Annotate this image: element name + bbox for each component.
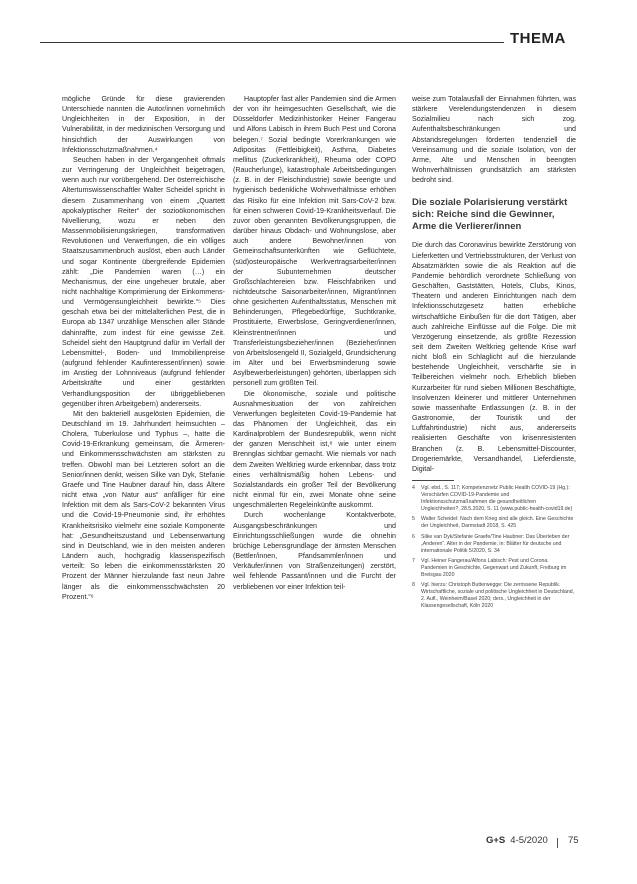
- footnote: [412, 582, 576, 610]
- paragraph: Durch wochenlange Kontaktverbote, Ausgangsbeschränkungen und Einrichtungsschließungen wurde die ohnehin brüchige Lebensgrundlage der ärmsten Menschen (Bettler/innen, Pfandsammler/innen und Verkäufer/innen von Straßenzeitungen) zerstört, weil fehlende Passant/innen und die Furcht der verbliebenen vor einer Infektion teil-: [233, 511, 396, 591]
- footnote-divider: [412, 480, 454, 481]
- footnote-text: Vgl. Heiner Fangerau/Alfons Labisch: Pest und Corona. Pandemien in Geschichte, Gegenwart und Zukunft, Freiburg im Breisgau 2020: [421, 557, 567, 579]
- footnote: [412, 558, 576, 579]
- subheading: Die soziale Polarisierung verstärkt sich: Reiche sind die Gewinner, Arme die Verlierer/innen: [412, 197, 568, 233]
- footnote-number: 4: [412, 485, 415, 491]
- journal-brand: G+S: [486, 835, 506, 846]
- paragraph: Seuchen haben in der Vergangenheit oftmals zur Verringerung der Ungleichheit beigetragen, wenn auch nur vorübergehend. Der österreichische Altertumswissenschaftler Walter Scheidel spricht in diesem Zusammenhang von einem „Quartett apokalyptischer Reiter“ der sozioökonomischen Nivellierung, wozu er neben den Massenmobilisierungskriegen, transformativen Revolutionen und Verwerfungen, die ein völliges Staatszusammenbruch auslöst, eben auch Länder und sogar Kontinente übergreifende Epidemien zählt: „Die Pandemien waren (…) ein Mechanismus, der eine ungeheuer brutale, aber nicht nachhaltige Komprimierung der Einkommens- und Vermögensungleichheit bewirkte.“⁵ Dies geschah etwa bei der mittelalterlichen Pest, die in Europa ab 1347 unzählige Menschen aller Stände dahinraffte, zum indest für eine gewisse Zeit. Scheidel sieht den Hauptgrund dafür im Verfall der Lebensmittel-, Boden- und Immobilienpreise (aufgrund fehlender Kaufinteressent/innen) sowie im Anstieg der Lohnniveaus (aufgrund fehlender Arbeitskräfte und einer gestärkten Verhandlungsposition der übriggebliebenen gegenüber ihren Arbeitgebern) andererseits.: [62, 155, 225, 408]
- footnote: [412, 534, 576, 555]
- column-1: [62, 94, 225, 602]
- footnotes: [412, 485, 576, 611]
- footnote-text: Walter Scheidel: Nach dem Krieg sind alle gleich. Eine Geschichte der Ungleichheit, Darmstadt 2018, S. 425: [421, 516, 574, 530]
- header-rule: [40, 42, 504, 43]
- footer-journal: [486, 835, 548, 846]
- paragraph: Mit den bakteriell ausgelösten Epidemien, die Deutschland im 19. Jahrhundert heimsuchten – Cholera, Tuberkulose und Typhus –, hatte die Covid-19-Erkrankung gemeinsam, die Ärmeren- und Einkommensschwächsten am stärksten zu treffen. Obwohl man bei Letzteren sofort an die Senior/innen denkt, weisen Silke van Dyk, Stefanie Graefe und Tine Haubner darauf hin, dass Ältere nicht etwa „von Natur aus“ anfälliger für eine Infektion mit dem als Sars-CoV-2 bekannten Virus und die Covid-19-Pneumonie sind, ihr erhöhtes Krankheitsrisiko vielmehr eine soziale Komponente hat: „Gesundheitszustand und Lebenserwartung sind in Deutschland, wie in den meisten anderen Ländern auch, hochgradig klassenspezifisch verteilt: So leben die einkommensstärksten 20 Prozent der Männer hierzulande fast neun Jahre länger als die einkommensschwächsten 20 Prozent.“⁶: [62, 409, 225, 601]
- paragraph: Hauptopfer fast aller Pandemien sind die Armen der von ihr heimgesuchten Gesellschaft, wie die Düsseldorfer Medizinhistoriker Heiner Fangerau und Alfons Labisch in ihrem Buch Pest und Corona belegen.⁷ Sozial bedingte Vorerkrankungen wie Adipositas (Fettleibigkeit), Asthma, Diabetes mellitus (Zuckerkrankheit), Rheuma oder COPD (Raucherlunge), katastrophale Arbeitsbedingungen (z. B. in der Fleischindustrie) sowie beengte und hygienisch bedenkliche Wohnverhältnisse erhöhen das Risiko für eine Infektion mit Sars-CoV-2 bzw. für einen schweren Covid-19-Krankheitsverlauf. Die zuvor oben genannten Bevölkerungsgruppen, die darüber hinaus Obdach- und Wohnungslose, aber auch andere Bewohner/innen von Gemeinschaftsunterkünften wie Geflüchtete, (süd)osteuropäische Werkvertragsarbeiter/innen der Subunternehmen deutscher Großschlachtereien bzw. Fleischfabriken und nichtdeutsche Saisonarbeiter/innen, Migrant/innen ohne gesicherten Aufenthaltsstatus, Menschen mit Behinderungen, Pflegebedürftige, Suchtkranke, Prostituierte, Erwerbslose, Geringverdiener/innen, Kleinstrentner/innen und Transferleistungsbezieher/innen (Bezieher/innen von Arbeitslosengeld II, Sozialgeld, Grundsicherung im Alter und bei Erwerbsminderung sowie Asylbewerberleistungen) gehörten, überlappen sich personell zum größten Teil.: [233, 95, 396, 388]
- paragraph: weise zum Totalausfall der Einnahmen führten, was stärkere Verelendungstendenzen in diesem Sozialmilieu nach sich zog. Aufenthaltsbeschränkungen und Abstandsregelungen förderten tendenziell die Vereinsamung und die soziale Isolation, von der Arme, Alte und Menschen in beengten Wohnverhältnissen grundsätzlich am stärksten bedroht sind.: [412, 95, 576, 185]
- column-2: [233, 94, 396, 592]
- footnote-text: Silke van Dyk/Stefanie Graefe/Tine Haubner: Das Überleben der „Anderen“. Alter in der Pandemie, in: Blätter für deutsche und internationale Politik 5/2020, S. 34: [421, 533, 570, 554]
- footer-divider: [557, 838, 558, 848]
- footnote-text: Vgl. ebd., S. 117; Kompetenznetz Public Health COVID-19 (Hg.): Verschärfen COVID-19-Pandemie und Infektionsschutzmaßnahmen die gesundheitlichen Ungleichheiten?, 28.5.2020, S. 11 (www.public-health-covid19.de): [421, 485, 573, 513]
- journal-issue: 4-5/2020: [510, 835, 548, 846]
- paragraph: Die ökonomische, soziale und politische Ausnahmesituation der von zahlreichen Verwerfungen begleiteten Covid-19-Pandemie hat das Phänomen der Ungleichheit, das ein Kardinalproblem der Bundesrepublik, wenn nicht der ganzen Menschheit ist,⁸ wie unter einem Brennglas sichtbar gemacht. Wie niemals vor nach dem Zweiten Weltkrieg wurde erkennbar, dass trotz eines verhältnismäßig hohen Lebens- und Sozialstandards ein großer Teil der Bevölkerung nicht einmal für ein, zwei Monate ohne seine ungeschmälerten Regeleinkünfte auskommt.: [233, 389, 396, 510]
- column-3: [412, 94, 576, 614]
- footnote-number: 6: [412, 533, 415, 540]
- page-number: 75: [568, 835, 579, 846]
- footnote-text: Vgl. hierzu: Christoph Butterwegge: Die zerrissene Republik. Wirtschaftliche, soziale und politische Ungleichheit in Deutschland, 2. Aufl., Weinheim/Basel 2020; ders., Ungleichheit in der Klassengesellschaft, Köln 2020: [421, 582, 575, 610]
- footnote-number: 7: [412, 557, 415, 564]
- footnote: [412, 516, 576, 530]
- footnote-number: 8: [412, 582, 415, 589]
- footnote-number: 5: [412, 516, 415, 523]
- paragraph: Die durch das Coronavirus bewirkte Zerstörung von Lieferketten und Vertriebsstrukturen, der Verlust von Absatzmärkten sowie die als Reaktion auf die Pandemie behördlich verordnete Schließung von Geschäften, Gaststätten, Hotels, Clubs, Kinos, Theatern und anderen Einrichtungen nach dem Infektionsschutzgesetz hatten erhebliche wirtschaftliche Einbußen für die dort Tätigen, aber auch zahlreiche Einflüsse auf die Folge. Die mit Verzögerung einsetzende, als größte Rezession seit dem Zweiten Weltkrieg geltende Krise warf nicht bloß ein Schlaglicht auf die hierzulande bestehende Ungleichheit, verschärfte sie in Teilbereichen vielmehr noch. Erheblich blieben Kurzarbeiter für rund sieben Millionen Beschäftigte, Insolvenzen kleinerer und mittlerer Unternehmen sowie massenhafte Entlassungen (z. B. in der Gastronomie, der Touristik und der Luftfahrtindustrie) nicht aus, andererseits realisierten Geschäfte von krisenresistenten Branchen (z. B. Lebensmittel-Discounter, Drogeriemärkte, Versandhandel, Lieferdienste, Digital-: [412, 241, 576, 473]
- section-title: THEMA: [510, 30, 566, 47]
- footnote: [412, 485, 576, 513]
- paragraph: mögliche Gründe für diese gravierenden Unterschiede nannten die Autor/innen vornehmlich Ungleichheiten in der Exposition, in der Vulnerabilität, in der medizinischen Versorgung und hinsichtlich der Auswirkungen von Infektionsschutzmaßnahmen.⁴: [62, 95, 225, 154]
